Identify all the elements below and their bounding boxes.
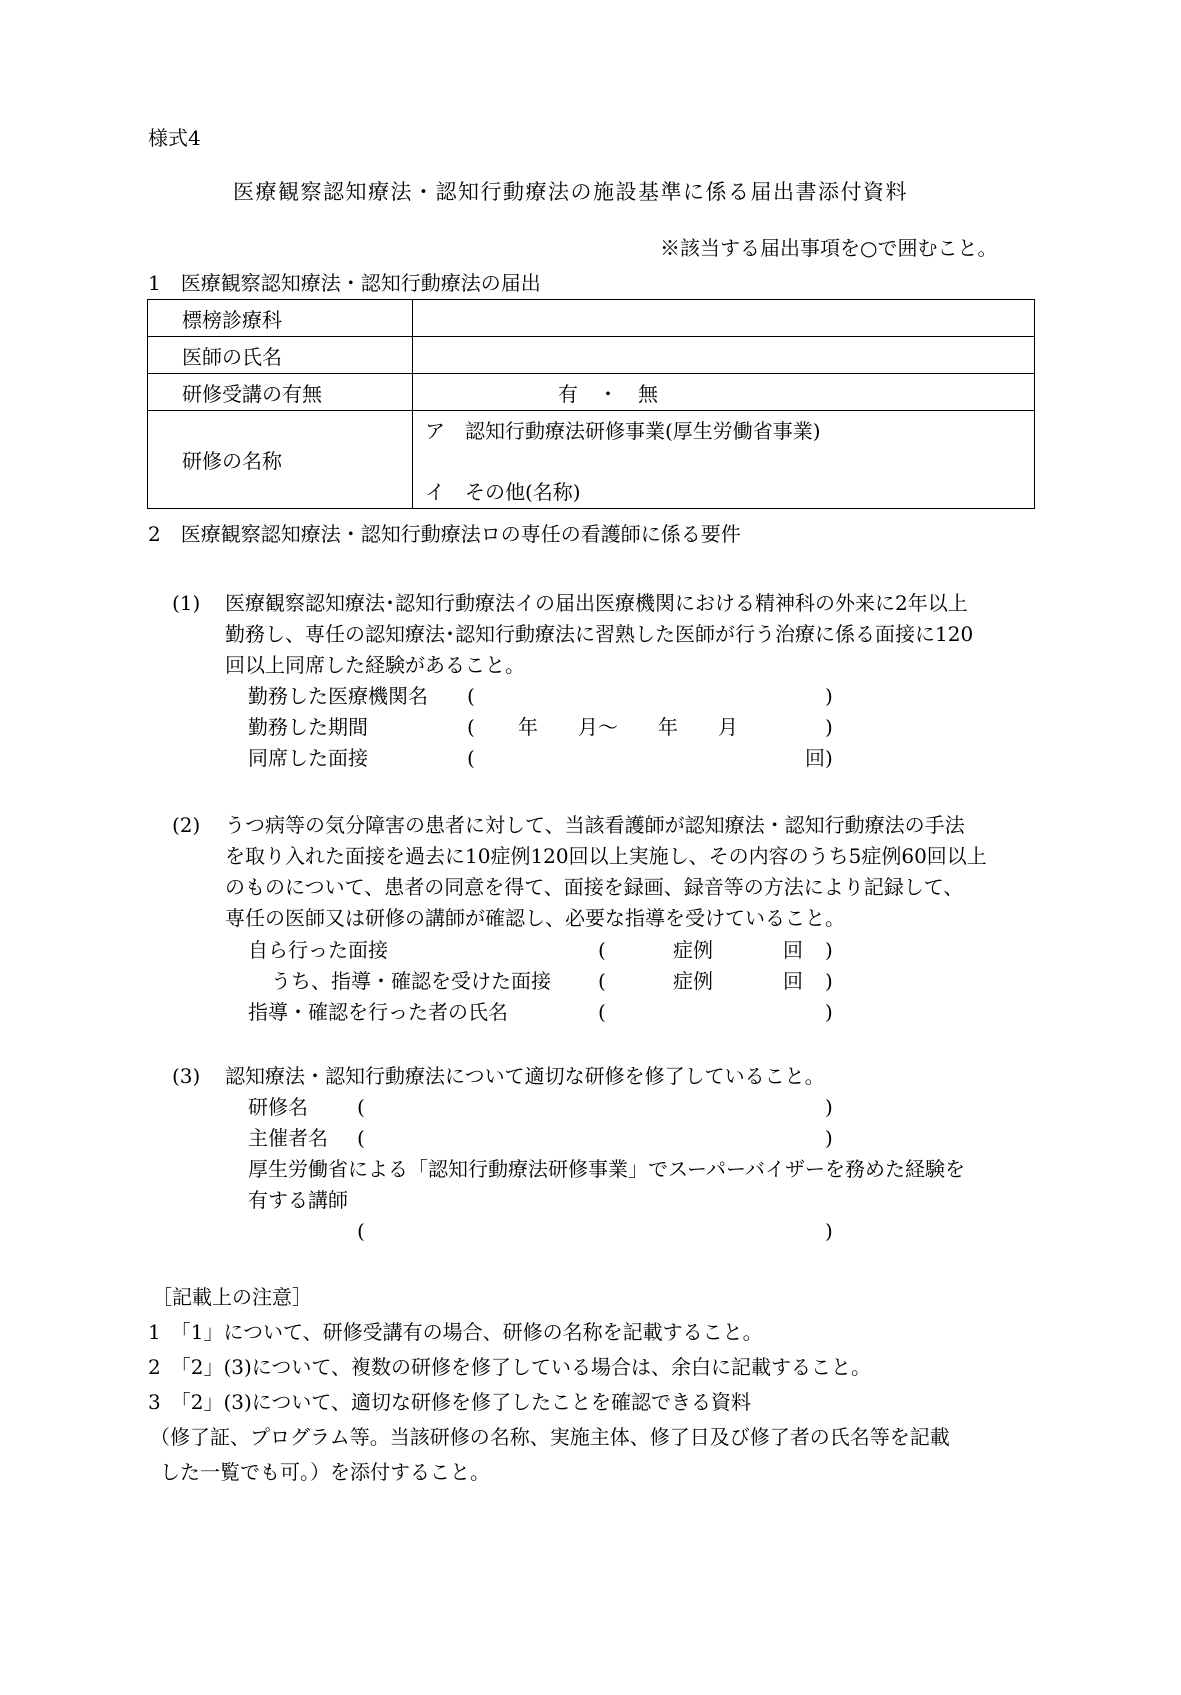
field-label-guided-interviews: うち、指導・確認を受けた面接 (271, 969, 551, 993)
input-doctor-name[interactable] (413, 337, 1035, 374)
item1-line: 回以上同席した経験があること。 (225, 653, 525, 677)
unit-cases: 症例 (673, 938, 713, 962)
supervisor-line: 厚生労働省による「認知行動療法研修事業」でスーパーバイザーを務めた経験を (248, 1157, 965, 1181)
period-units[interactable]: 年 月～ 年 月 (518, 715, 738, 739)
open-paren: ( (598, 1000, 606, 1024)
item2-line: のものについて、患者の同意を得て、面接を録画、録音等の方法により記録して、 (225, 875, 964, 899)
note-item: 2 「2」(3)について、複数の研修を修了している場合は、余白に記載すること。 (148, 1355, 871, 1379)
close-paren: ) (825, 938, 833, 962)
open-paren: ( (598, 969, 606, 993)
note-item: 1 「1」について、研修受講有の場合、研修の名称を記載すること。 (148, 1320, 763, 1344)
form-label: 様式4 (148, 126, 201, 150)
open-paren: ( (357, 1219, 365, 1243)
item2-number: (2) (172, 813, 201, 837)
item2-line: を取り入れた面接を過去に10症例120回以上実施し、その内容のうち5症例60回以上 (225, 844, 987, 868)
option-b[interactable]: イ その他(名称) (425, 479, 581, 504)
item3-number: (3) (172, 1064, 201, 1088)
close-paren: ) (825, 1000, 833, 1024)
section1-heading: 1 医療観察認知療法・認知行動療法の届出 (148, 271, 541, 295)
yes-no-options[interactable]: 有 ・ 無 (558, 381, 658, 406)
input-department[interactable] (413, 300, 1035, 337)
instruction-note: ※該当する届出事項を○で囲むこと。 (660, 236, 998, 260)
item1-line: 医療観察認知療法･認知行動療法イの届出医療機関における精神科の外来に2年以上 (225, 591, 968, 615)
close-paren: ) (825, 684, 833, 708)
close-paren: ) (825, 715, 833, 739)
count-unit-close: 回) (805, 746, 833, 770)
field-label-training: 研修名 (248, 1095, 308, 1119)
registration-table (147, 299, 1035, 509)
table-row (148, 337, 1035, 374)
item2-line: 専任の医師又は研修の講師が確認し、必要な指導を受けていること。 (225, 906, 845, 930)
page-title: 医療観察認知療法・認知行動療法の施設基準に係る届出書添付資料 (233, 180, 908, 204)
item2-line: うつ病等の気分障害の患者に対して、当該看護師が認知療法・認知行動療法の手法 (225, 813, 965, 837)
label-training-name: 研修の名称 (148, 411, 413, 509)
field-label-own-interviews: 自ら行った面接 (248, 938, 388, 962)
table-row (148, 300, 1035, 337)
note-continuation: （修了証、プログラム等。当該研修の名称、実施主体、修了日及び修了者の氏名等を記載 (150, 1425, 950, 1449)
field-label-institution: 勤務した医療機関名 (248, 684, 428, 708)
field-label-interviews: 同席した面接 (248, 746, 368, 770)
label-department: 標榜診療科 (148, 300, 413, 337)
training-attendance-choice[interactable] (413, 374, 1035, 411)
close-paren: ) (825, 1219, 833, 1243)
note-continuation: した一覧でも可。）を添付すること。 (160, 1460, 490, 1484)
label-training-attendance: 研修受講の有無 (148, 374, 413, 411)
open-paren: ( (467, 746, 475, 770)
field-label-period: 勤務した期間 (248, 715, 368, 739)
field-label-organizer: 主催者名 (248, 1126, 328, 1150)
notes-heading: ［記載上の注意］ (152, 1285, 312, 1309)
close-paren: ) (825, 969, 833, 993)
item1-number: (1) (172, 591, 201, 615)
open-paren: ( (467, 715, 475, 739)
label-doctor-name: 医師の氏名 (148, 337, 413, 374)
unit-times: 回 (783, 969, 803, 993)
close-paren: ) (825, 1126, 833, 1150)
close-paren: ) (825, 1095, 833, 1119)
unit-cases: 症例 (673, 969, 713, 993)
unit-times: 回 (783, 938, 803, 962)
open-paren: ( (467, 684, 475, 708)
table-row (148, 374, 1035, 411)
field-label-supervisor-name: 指導・確認を行った者の氏名 (248, 1000, 508, 1024)
open-paren: ( (598, 938, 606, 962)
open-paren: ( (357, 1095, 365, 1119)
open-paren: ( (357, 1126, 365, 1150)
note-item: 3 「2」(3)について、適切な研修を修了したことを確認できる資料 (148, 1390, 751, 1414)
table-row (148, 411, 1035, 509)
section2-heading: 2 医療観察認知療法・認知行動療法ロの専任の看護師に係る要件 (148, 522, 741, 546)
item3-text: 認知療法・認知行動療法について適切な研修を修了していること。 (225, 1064, 825, 1088)
training-name-options (413, 411, 1035, 509)
item1-line: 勤務し、専任の認知療法･認知行動療法に習熟した医師が行う治療に係る面接に120 (225, 622, 974, 646)
option-a[interactable]: ア 認知行動療法研修事業(厚生労働省事業) (425, 418, 821, 443)
supervisor-line: 有する講師 (248, 1188, 348, 1212)
